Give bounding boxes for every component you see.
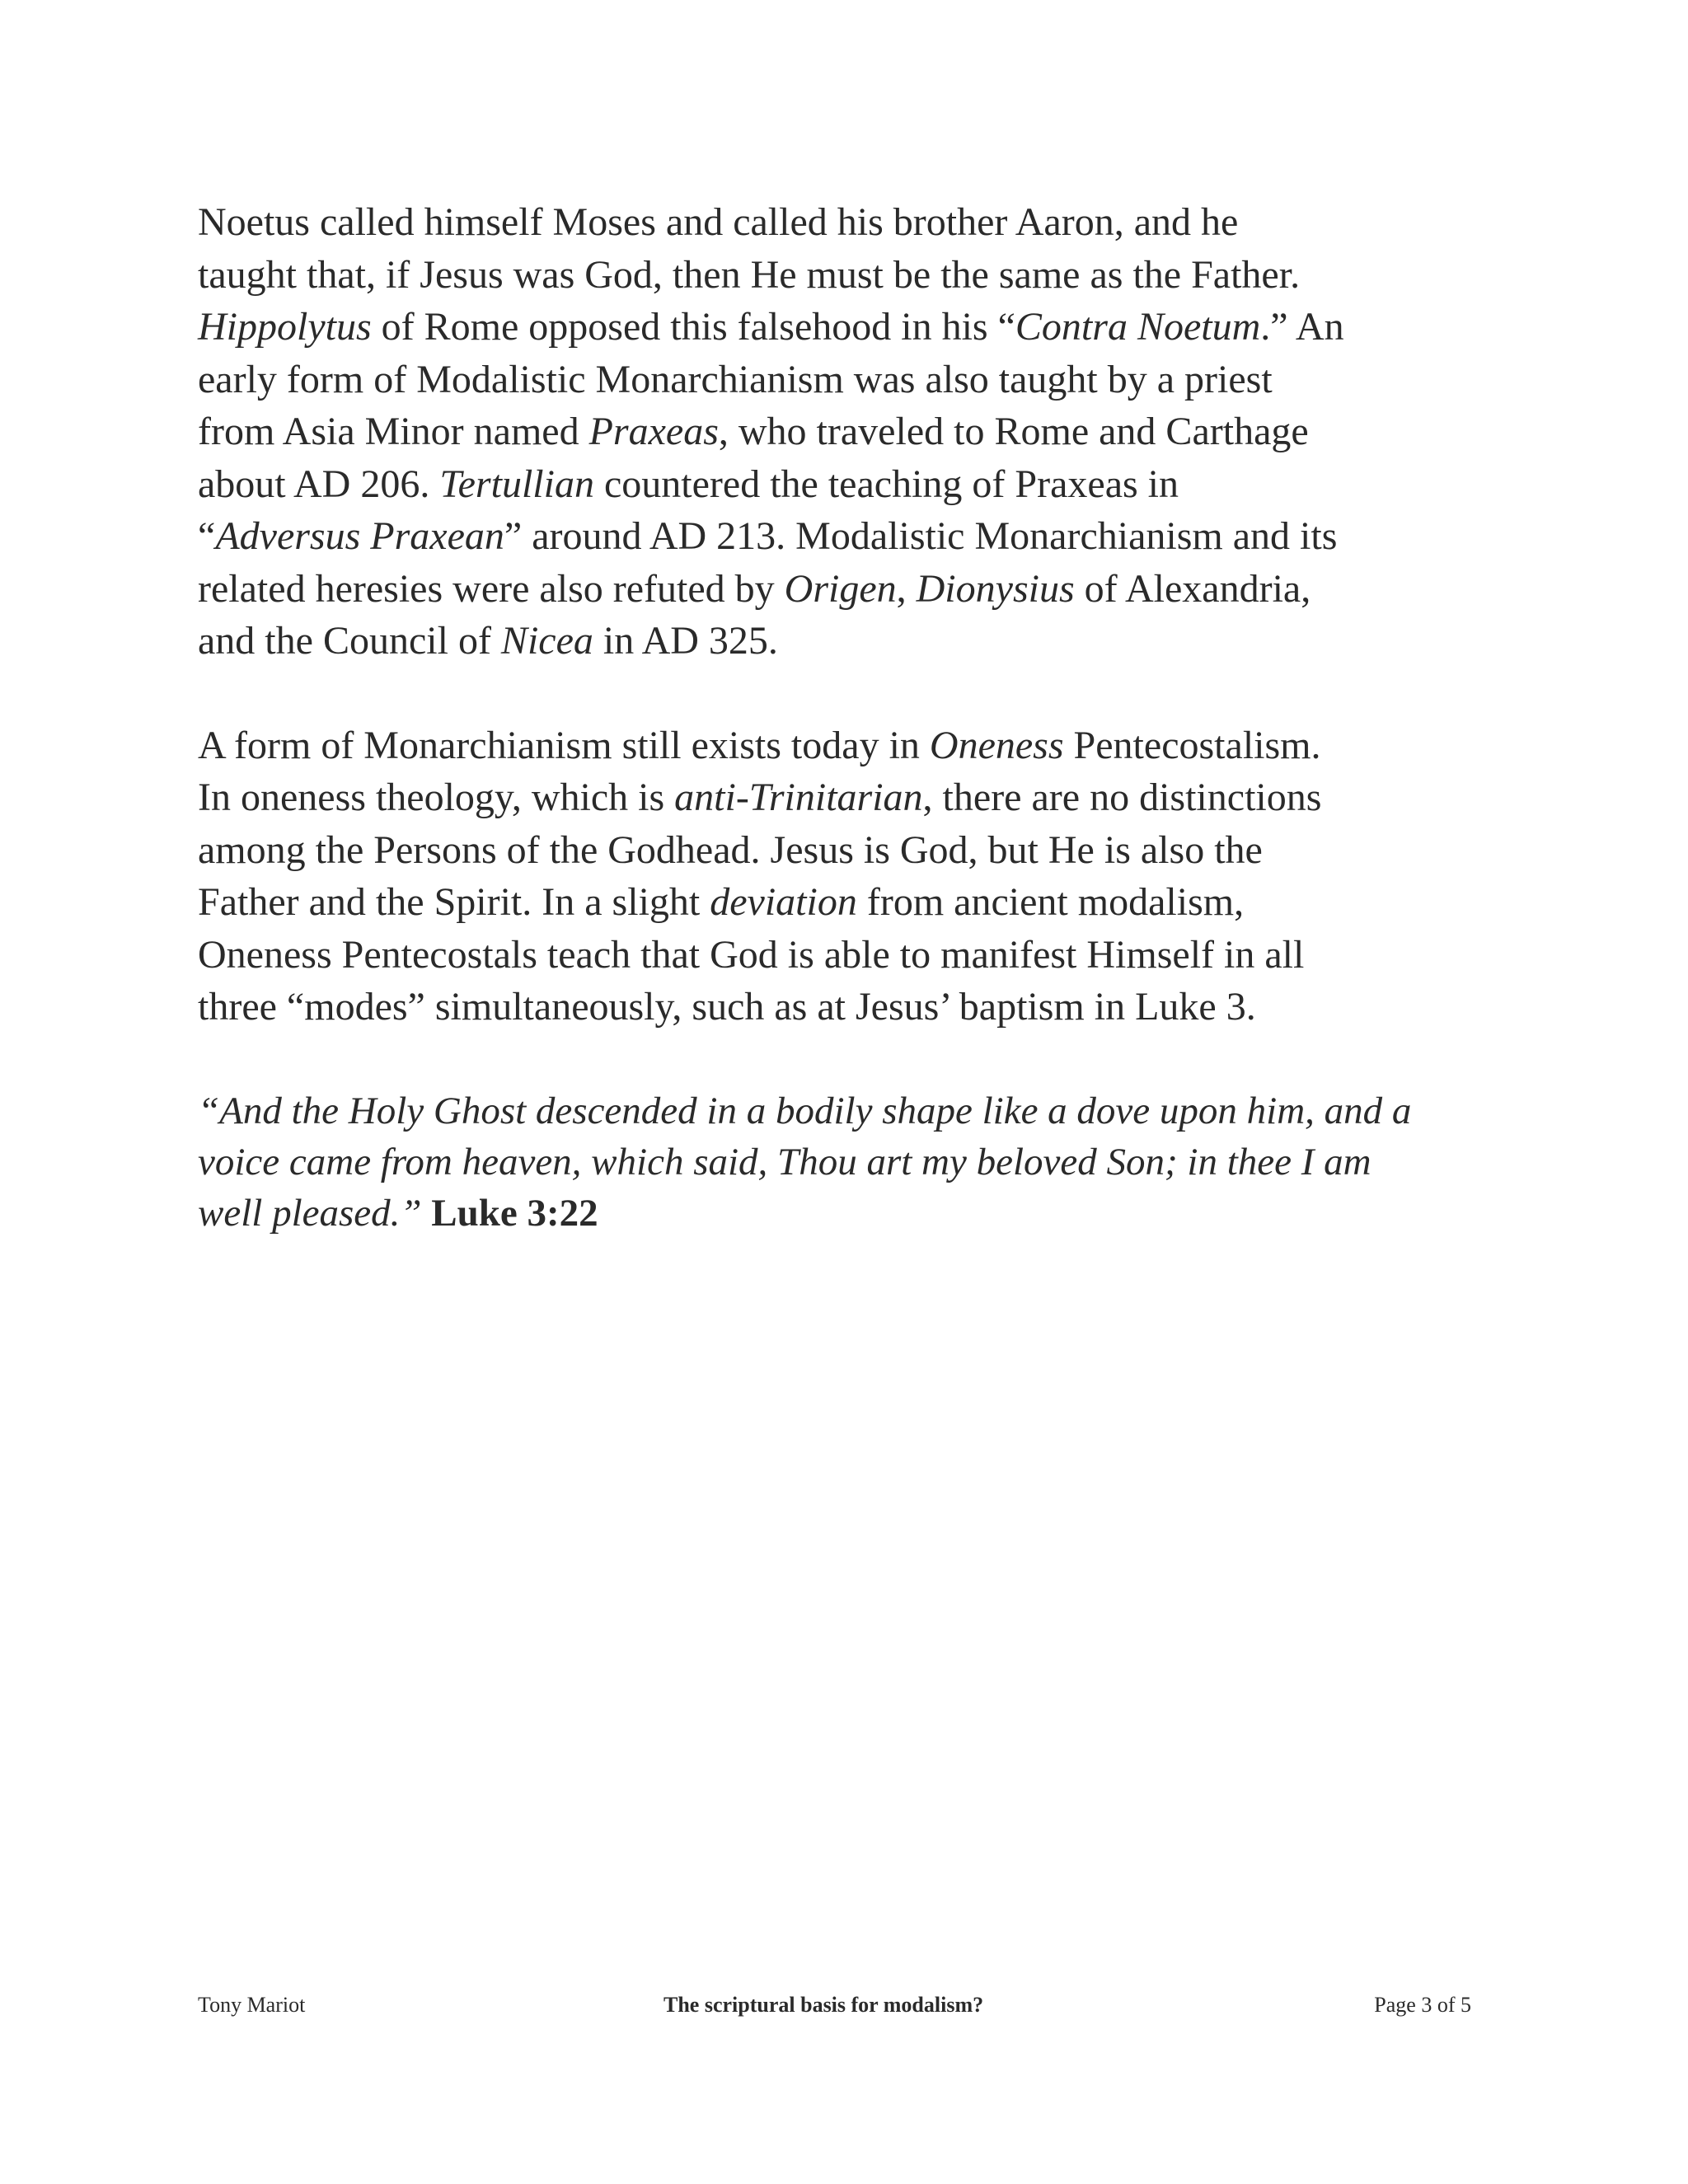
- text-run: [422, 1192, 432, 1235]
- text-line: [198, 249, 1500, 302]
- text-line: [198, 981, 1500, 1033]
- scripture-reference: Luke 3:22: [431, 1191, 598, 1235]
- text-run: about AD 206.: [198, 462, 440, 506]
- emphasis-text: “And the Holy Ghost descended in a bodily shape like a dove upon him, and a: [198, 1089, 1412, 1132]
- text-run: A form of Monarchianism still exists today in: [198, 723, 930, 767]
- emphasis-text: Praxeas: [588, 410, 719, 453]
- text-line: [198, 563, 1500, 616]
- text-run: countered the teaching of Praxeas in: [593, 462, 1179, 506]
- emphasis-text: anti-Trinitarian: [674, 776, 923, 819]
- text-run: of Alexandria,: [1074, 566, 1311, 611]
- text-line: [198, 1137, 1500, 1188]
- footer-title: The scriptural basis for modalism?: [663, 1993, 984, 2017]
- body-paragraph: [198, 196, 1500, 668]
- text-run: from Asia Minor named: [198, 410, 589, 453]
- text-run: Pentecostalism.: [1063, 723, 1321, 767]
- text-run: In oneness theology, which is: [198, 776, 675, 819]
- text-line: [198, 824, 1500, 877]
- text-run: , there are no distinctions: [922, 776, 1322, 819]
- text-line: [198, 929, 1500, 982]
- text-line: [198, 301, 1500, 354]
- emphasis-text: Dionysius: [916, 566, 1075, 611]
- footer-page-number: Page 3 of 5: [1374, 1993, 1471, 2017]
- emphasis-text: Contra Noetum: [1015, 305, 1261, 349]
- emphasis-text: voice came from heaven, which said, Thou art my beloved Son; in thee I am: [198, 1140, 1372, 1183]
- text-run: taught that, if Jesus was God, then He must be the same as the Father.: [198, 252, 1301, 297]
- text-run: Oneness Pentecostals teach that God is able to manifest Himself in all: [198, 932, 1305, 977]
- text-run: , who traveled to Rome and Carthage: [718, 410, 1309, 453]
- page-footer: [198, 1993, 1471, 2026]
- text-line: [198, 354, 1500, 406]
- text-line: [198, 1085, 1500, 1137]
- text-run: Father and the Spirit. In a slight: [198, 880, 710, 924]
- text-run: and the Council of: [198, 619, 501, 663]
- text-run: Noetus called himself Moses and called his brother Aaron, and he: [198, 200, 1239, 244]
- text-run: of Rome opposed this falsehood in his “: [371, 305, 1015, 349]
- text-run: from ancient modalism,: [856, 880, 1245, 924]
- text-line: [198, 510, 1500, 563]
- text-line: [198, 196, 1500, 249]
- text-line: [198, 771, 1500, 824]
- text-run: early form of Modalistic Monarchianism was also taught by a priest: [198, 357, 1273, 401]
- emphasis-text: Origen: [784, 566, 897, 611]
- emphasis-text: Oneness: [929, 723, 1064, 767]
- emphasis-text: Adversus Praxean: [215, 514, 504, 558]
- emphasis-text: well pleased.”: [198, 1191, 422, 1235]
- text-line: [198, 876, 1500, 929]
- document-body: [198, 196, 1500, 1291]
- text-line: [198, 405, 1500, 458]
- text-run: among the Persons of the Godhead. Jesus is God, but He is also the: [198, 827, 1263, 872]
- emphasis-text: Tertullian: [439, 462, 594, 506]
- body-paragraph: [198, 719, 1500, 1033]
- emphasis-text: Nicea: [500, 619, 593, 663]
- text-line: [198, 1188, 1500, 1239]
- emphasis-text: Hippolytus: [198, 305, 372, 349]
- text-run: related heresies were also refuted by: [198, 566, 785, 611]
- scripture-quote: [198, 1085, 1500, 1239]
- footer-author: Tony Mariot: [198, 1993, 306, 2017]
- text-run: ,: [896, 566, 917, 611]
- text-run: “: [198, 514, 216, 558]
- text-line: [198, 615, 1500, 668]
- text-line: [198, 458, 1500, 511]
- text-run: ” around AD 213. Modalistic Monarchianism and its: [504, 514, 1338, 558]
- emphasis-text: deviation: [710, 880, 857, 924]
- text-line: [198, 719, 1500, 772]
- text-run: .” An: [1260, 305, 1344, 349]
- text-run: three “modes” simultaneously, such as at Jesus’ baptism in Luke 3.: [198, 985, 1256, 1029]
- text-run: in AD 325.: [593, 619, 778, 663]
